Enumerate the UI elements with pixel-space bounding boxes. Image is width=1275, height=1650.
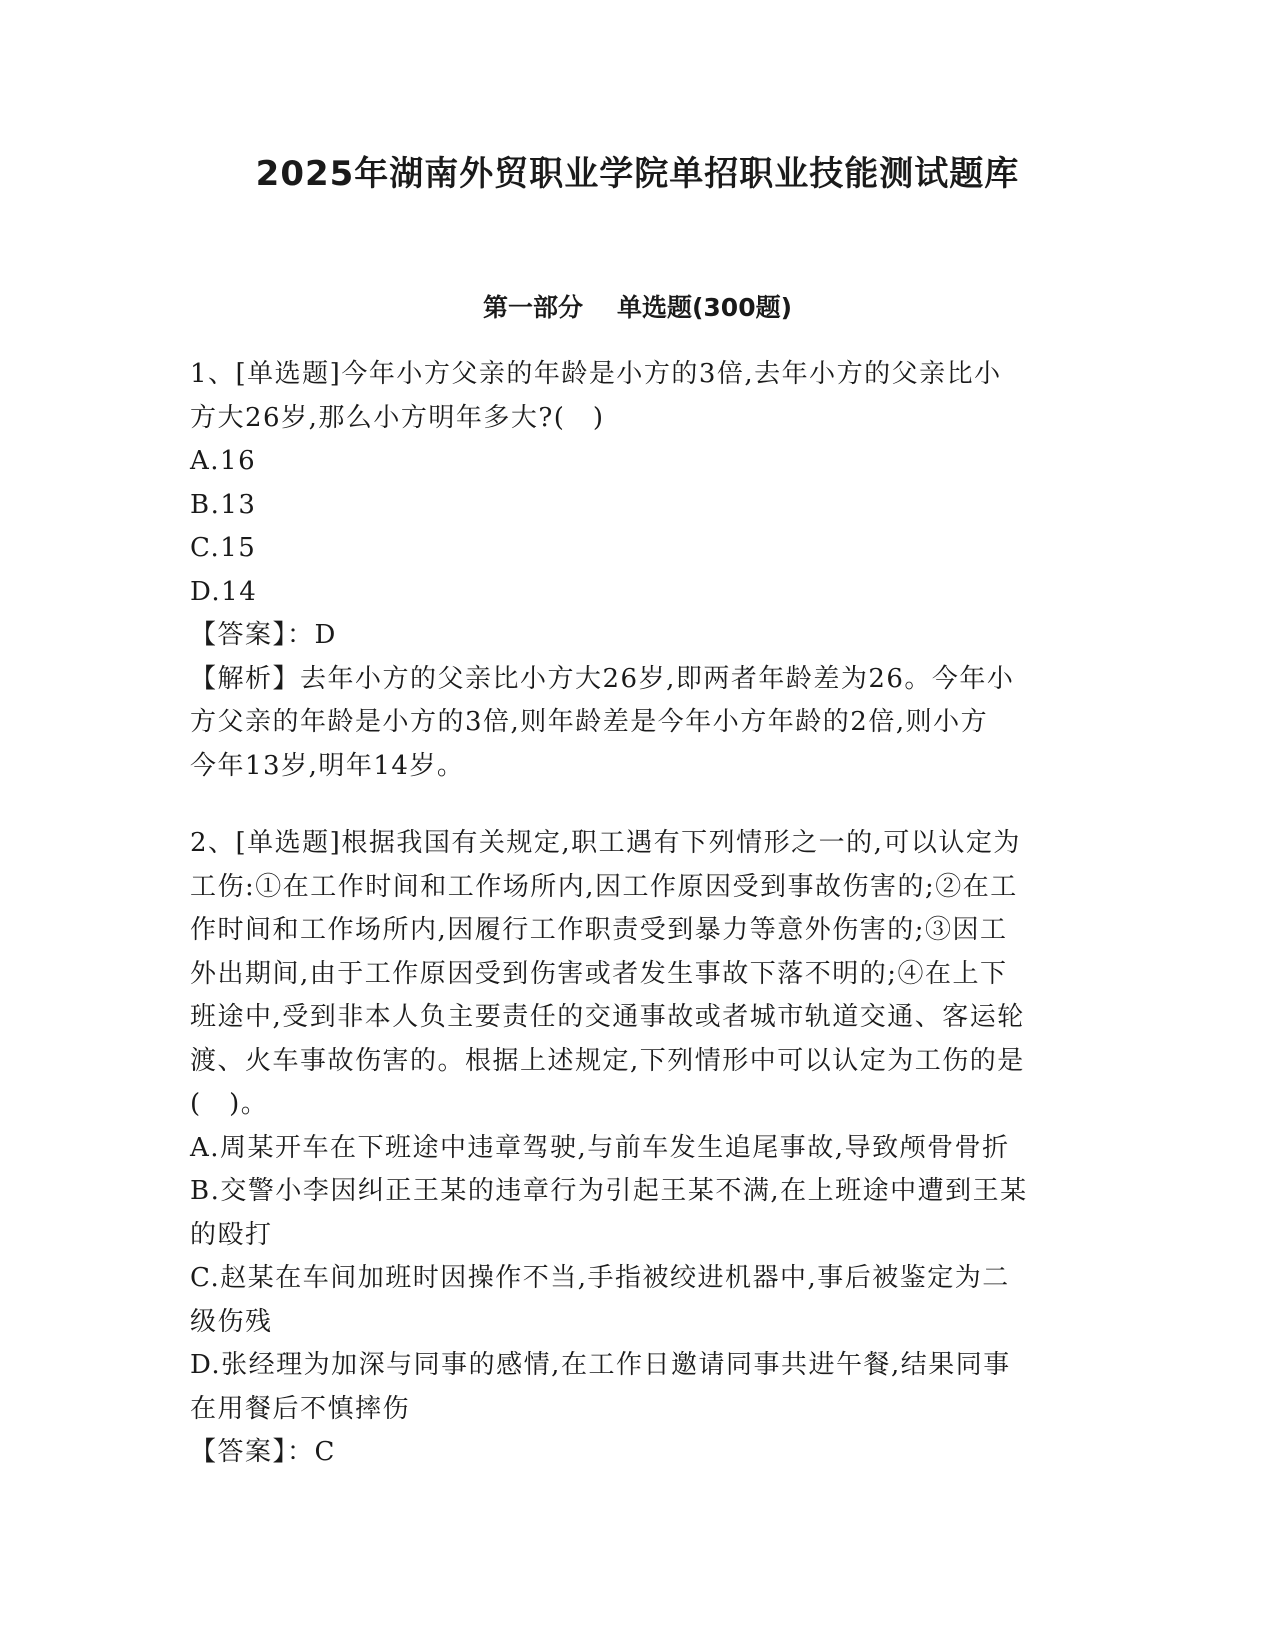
option-c: C.15: [190, 533, 257, 563]
option-d-continued: 在用餐后不慎摔伤: [190, 1393, 411, 1424]
question-stem-line: 2、[单选题]根据我国有关规定,职工遇有下列情形之一的,可以认定为: [190, 828, 1021, 858]
question-list: [190, 353, 1090, 1475]
document-title: 2025年湖南外贸职业学院单招职业技能测试题库: [255, 154, 1020, 194]
question-stem-line: 工伤:①在工作时间和工作场所内,因工作原因受到事故伤害的;②在工: [190, 871, 1018, 902]
option-a: A.16: [190, 446, 257, 476]
option-b: B.13: [190, 489, 257, 520]
question-spacer: [190, 788, 1090, 822]
option-c: C.赵某在车间加班时因操作不当,手指被绞进机器中,事后被鉴定为二: [190, 1263, 1010, 1293]
option-b: B.交警小李因纠正王某的违章行为引起王某不满,在上班途中遭到王某: [190, 1176, 1028, 1206]
answer-line: 【答案】：C: [190, 1437, 336, 1467]
question-stem-line: 作时间和工作场所内,因履行工作职责受到暴力等意外伤害的;③因工: [190, 915, 1008, 945]
option-c-continued: 级伤残: [190, 1306, 273, 1337]
question-stem-line: 1、[单选题]今年小方父亲的年龄是小方的3倍,去年小方的父亲比小: [190, 359, 1002, 389]
section-part-label: 第一部分: [482, 293, 583, 322]
question-stem-line: 外出期间,由于工作原因受到伤害或者发生事故下落不明的;④在上下: [190, 958, 1008, 989]
option-d: D.张经理为加深与同事的感情,在工作日邀请同事共进午餐,结果同事: [190, 1350, 1011, 1380]
analysis-line: 方父亲的年龄是小方的3倍,则年龄差是今年小方年龄的2倍,则小方: [190, 707, 989, 737]
section-title: [0, 290, 1275, 326]
question-2: [190, 822, 1090, 1475]
analysis-line: 【解析】去年小方的父亲比小方大26岁,即两者年龄差为26。今年小: [190, 663, 1015, 694]
option-a: A.周某开车在下班途中违章驾驶,与前车发生追尾事故,导致颅骨骨折: [190, 1132, 1010, 1163]
question-stem-line: 渡、火车事故伤害的。根据上述规定,下列情形中可以认定为工伤的是: [190, 1045, 1025, 1076]
question-stem-line: ( )。: [190, 1089, 269, 1119]
option-b-continued: 的殴打: [190, 1219, 273, 1250]
answer-line: 【答案】：D: [190, 620, 337, 650]
question-stem-line: 方大26岁,那么小方明年多大?( ): [190, 402, 605, 433]
section-type-label: 单选题(300题): [616, 293, 793, 322]
analysis-line: 今年13岁,明年14岁。: [190, 750, 465, 781]
question-1: [190, 353, 1090, 788]
question-stem-line: 班途中,受到非本人负主要责任的交通事故或者城市轨道交通、客运轮: [190, 1002, 1025, 1032]
option-d: D.14: [190, 576, 258, 607]
